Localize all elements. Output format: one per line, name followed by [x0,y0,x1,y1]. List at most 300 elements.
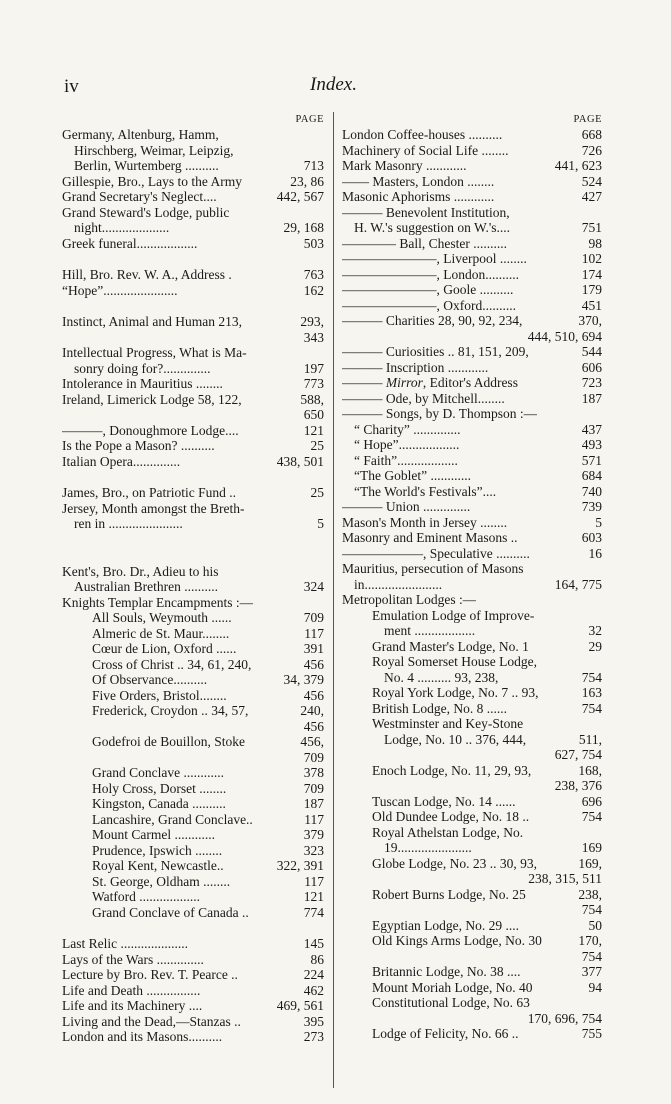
entry-text: Westminster and Key-Stone [372,716,524,731]
entry-page-ref: 50 [588,917,602,933]
index-entry [342,871,602,887]
running-header [60,74,632,98]
entry-page-ref: 391 [303,641,324,656]
entry-page-ref: 603 [581,530,602,545]
index-entry [342,809,602,825]
index-entry [62,205,324,221]
entry-page-ref: 168, [578,762,602,778]
entry-page-ref: 174 [581,266,602,282]
index-entry [62,750,324,766]
entry-page-ref: 627, 754 [554,747,602,762]
entry-page-ref: 774 [303,904,324,920]
index-entry [62,220,324,236]
entry-page-ref: 29, 168 [283,220,324,235]
entry-page-ref: 5 [317,516,324,531]
entry-text: Grand Secretary's Neglect.... [62,189,217,204]
index-entry [62,889,324,905]
entry-page-ref: 145 [303,936,324,951]
entry-text: London and its Masons.......... [62,1029,223,1044]
index-column-left [62,112,324,1045]
entry-page-ref: 170, [578,933,602,948]
index-entry [342,515,602,531]
entry-page-ref: 395 [303,1013,324,1029]
entry-text: Royal Kent, Newcastle.. [92,858,224,873]
entry-page-ref: 324 [303,579,324,594]
index-entry [62,283,324,299]
index-entry [342,794,602,810]
entry-text: Mark Masonry ............ [342,158,467,173]
entry-text: Mount Carmel ............ [92,827,215,842]
index-entry [62,407,324,423]
entry-page-ref: 240, [300,703,324,718]
index-entry [342,670,602,686]
entry-text: Godefroi de Bouillon, Stoke [92,734,245,749]
entry-page-ref: 723 [581,375,602,390]
index-entry [342,654,602,670]
entry-page-ref: 322, 391 [276,858,324,873]
index-entry [342,949,602,965]
index-entry [342,422,602,438]
index-entry [62,376,324,392]
entry-text: Hill, Bro. Rev. W. A., Address . [62,267,232,282]
entry-text: H. W.'s suggestion on W.'s.... [354,220,511,235]
entry-text: ——————, Speculative .......... [342,545,530,561]
entry-text: ———————, London.......... [342,266,519,282]
entry-page-ref: 169 [581,840,602,855]
entry-text: Living and the Dead,—Stanzas .. [62,1013,241,1029]
index-entry [62,688,324,704]
entry-page-ref: 571 [581,452,602,468]
index-entry [342,406,602,422]
entry-text: Frederick, Croydon .. 34, 57, [92,703,249,718]
entry-text: Gillespie, Bro., Lays to the Army [62,173,242,189]
entry-page-ref: 163 [581,685,602,700]
entry-text: ——— Mirror, Editor's Address [342,375,518,390]
index-entry [342,344,602,360]
entry-text: London Coffee-houses .......... [342,127,503,142]
index-entry [342,933,602,949]
index-entry [62,189,324,205]
entry-page-ref: 16 [588,545,602,561]
entry-page-ref: 524 [581,173,602,189]
index-entry [342,902,602,918]
entry-page-ref: 197 [303,360,324,376]
index-entry [62,423,324,439]
entry-text: Machinery of Social Life ........ [342,142,509,158]
entry-text: Enoch Lodge, No. 11, 29, 93, [372,762,532,778]
entry-text: Mount Moriah Lodge, No. 40 [372,979,533,995]
entry-gap [62,469,324,485]
index-entry [342,329,602,345]
entry-page-ref: 117 [304,811,324,827]
index-entry [62,174,324,190]
index-entry [62,564,324,580]
index-entry [62,595,324,611]
index-entry [342,468,602,484]
page-title: Index. [310,74,357,95]
index-column-right [342,112,602,1042]
entry-text: Lodge, No. 10 .. 376, 444, [384,731,527,747]
entry-text: Grand Conclave ............ [92,765,224,780]
index-entry [62,1014,324,1030]
entry-page-ref: 293, [300,314,324,329]
index-entry [342,778,602,794]
entry-page-ref: 238, [578,886,602,902]
index-entry [342,763,602,779]
entry-text: ———————, Oxford.......... [342,297,516,313]
index-entry [342,856,602,872]
entry-text: ——— Songs, by D. Thompson :— [342,406,538,421]
index-entry [342,1026,602,1042]
entry-text: Kingston, Canada .......... [92,796,226,811]
index-entry [342,747,602,763]
entry-text: ——— Benevolent Institution, [342,204,510,220]
entry-page-ref: 503 [303,235,324,251]
entry-page-ref: 323 [303,842,324,858]
entry-page-ref: 709 [303,749,324,765]
entry-text: Lays of the Wars .............. [62,951,204,967]
entry-page-ref: 238, 376 [554,778,602,793]
entry-page-ref: 102 [581,251,602,266]
entry-text: Life and its Machinery .... [62,998,203,1013]
index-entry [62,967,324,983]
index-entry [342,546,602,562]
index-entry [62,267,324,283]
entry-text: Berlin, Wurtemberg .......... [74,158,219,173]
index-entry [342,577,602,593]
entry-text: Intellectual Progress, What is Ma- [62,345,247,360]
entry-page-ref: 379 [303,827,324,842]
index-entry [342,391,602,407]
entry-text: —— Masters, London ........ [342,173,495,189]
index-entry [62,874,324,890]
entry-page-ref: 162 [303,282,324,298]
index-entry [62,143,324,159]
index-entry [62,812,324,828]
entry-text: Cœur de Lion, Oxford ...... [92,641,237,656]
index-entry [62,392,324,408]
entry-text: Kent's, Bro. Dr., Adieu to his [62,563,219,579]
index-entry [62,998,324,1014]
entry-text: Royal York Lodge, No. 7 .. 93, [372,685,539,700]
index-entry [62,314,324,330]
entry-page-ref: 187 [303,796,324,811]
entry-page-ref: 25 [310,438,324,453]
entry-text: Jersey, Month amongst the Breth- [62,500,245,516]
entry-text: Egyptian Lodge, No. 29 .... [372,917,519,933]
entry-page-ref: 444, 510, 694 [527,328,602,344]
entry-text: night.................... [74,220,170,235]
entry-page-ref: 751 [581,220,602,235]
entry-page-ref: 442, 567 [276,189,324,204]
entry-text: ———, Donoughmore Lodge.... [62,422,239,438]
index-entry [342,267,602,283]
index-entry [342,251,602,267]
index-entry [342,918,602,934]
entry-text: Royal Athelstan Lodge, No. [372,824,524,840]
entry-page-ref: 456, [300,734,324,749]
page-column-label: PAGE [295,114,324,125]
entry-page-ref: 273 [303,1029,324,1044]
index-entry [342,127,602,143]
index-entry [62,672,324,688]
entry-page-ref: 370, [578,313,602,328]
entry-page-ref: 377 [581,964,602,979]
index-entry [342,174,602,190]
entry-page-ref: 438, 501 [276,453,324,469]
index-entry [342,592,602,608]
entry-text: Last Relic .................... [62,936,188,951]
entry-page-ref: 462 [303,982,324,998]
entry-text: Knights Templar Encampments :— [62,594,254,610]
index-entry [342,499,602,515]
index-entry [342,282,602,298]
index-entry [62,579,324,595]
entry-page-ref: 650 [303,407,324,422]
entry-text: ——— Charities 28, 90, 92, 234, [342,313,523,328]
entry-text: Intolerance in Mauritius ........ [62,376,223,391]
index-entry [342,732,602,748]
entry-page-ref: 755 [581,1026,602,1041]
entry-text: Lancashire, Grand Conclave.. [92,811,253,827]
entry-text: Life and Death ................ [62,982,201,998]
entry-text: “ Faith”.................. [354,452,458,468]
entry-page-ref: 739 [581,499,602,514]
index-entry [342,685,602,701]
entry-page-ref: 456 [303,656,324,672]
entry-page-ref: 773 [303,376,324,391]
index-entry [62,454,324,470]
entry-text: Instinct, Animal and Human 213, [62,314,242,329]
index-entry [342,205,602,221]
index-entry [62,952,324,968]
entry-text: Grand Conclave of Canada .. [92,904,249,920]
index-entry [342,887,602,903]
entry-page-ref: 668 [581,127,602,142]
entry-page-ref: 451 [581,297,602,313]
entry-text: Royal Somerset House Lodge, [372,654,537,669]
page-column-label: PAGE [573,114,602,125]
entry-text: Hirschberg, Weimar, Leipzig, [74,142,234,158]
index-entry [62,936,324,952]
page-number: iv [64,76,79,97]
entry-text: Of Observance.......... [92,672,208,687]
entry-gap [62,298,324,314]
entry-page-ref: 23, 86 [290,173,324,189]
entry-text: ——— Curiosities .. 81, 151, 209, [342,344,529,359]
index-entry [342,298,602,314]
entry-page-ref: 179 [581,282,602,297]
entry-text: Tuscan Lodge, No. 14 ...... [372,793,516,809]
entry-text: Australian Brethren .......... [74,579,218,594]
entry-gap [62,920,324,936]
entry-page-ref: 86 [310,951,324,967]
index-entry [62,438,324,454]
entry-page-ref: 544 [581,344,602,359]
entry-page-ref: 94 [588,979,602,995]
index-entry [342,608,602,624]
index-entry [62,158,324,174]
index-entry [342,995,602,1011]
index-entry [62,516,324,532]
index-entry [342,453,602,469]
entry-gap [62,532,324,548]
entry-text: Globe Lodge, No. 23 .. 30, 93, [372,855,537,871]
entry-text: Watford .................. [92,889,201,904]
entry-page-ref: 238, 315, 511 [528,871,602,886]
entry-text: Five Orders, Bristol........ [92,687,227,703]
entry-text: No. 4 .......... 93, 238, [384,669,499,685]
entry-page-ref: 511, [578,731,602,747]
index-entry [342,623,602,639]
entry-text: ment .................. [384,623,476,638]
entry-page-ref: 754 [581,669,602,685]
index-entry [342,143,602,159]
entry-page-ref: 170, 696, 754 [527,1010,602,1026]
entry-text: Old Dundee Lodge, No. 18 .. [372,809,530,824]
index-entry [342,236,602,252]
entry-page-ref: 696 [581,793,602,809]
entry-page-ref: 726 [581,142,602,158]
index-entry [342,980,602,996]
index-entry [342,639,602,655]
entry-text: 19...................... [384,840,472,855]
entry-text: Germany, Altenburg, Hamm, [62,127,219,142]
entry-text: Old Kings Arms Lodge, No. 30 [372,933,542,948]
entry-text: Almeric de St. Maur........ [92,625,230,641]
index-entry [62,626,324,642]
entry-text: All Souls, Weymouth ...... [92,610,232,625]
index-entry [342,484,602,500]
index-entry [62,827,324,843]
entry-page-ref: 754 [581,902,602,917]
entry-text: Metropolitan Lodges :— [342,592,477,607]
entry-gap [62,251,324,267]
index-entry [62,610,324,626]
index-entry [62,983,324,999]
index-entry [342,561,602,577]
entry-text: Robert Burns Lodge, No. 25 [372,886,526,902]
entry-text: Grand Steward's Lodge, public [62,204,230,220]
entry-page-ref: 121 [303,422,324,438]
entry-text: Emulation Lodge of Improve- [372,607,535,623]
entry-page-ref: 117 [304,625,324,641]
entry-text: James, Bro., on Patriotic Fund .. [62,485,236,500]
entry-text: Prudence, Ipswich ........ [92,842,223,858]
index-entry [342,1011,602,1027]
index-entry [62,641,324,657]
index-entry [62,361,324,377]
index-entry [342,701,602,717]
index-entry [62,734,324,750]
index-entry [62,843,324,859]
index-entry [342,375,602,391]
index-entry [62,236,324,252]
index-entry [342,530,602,546]
entry-page-ref: 684 [581,468,602,483]
entry-page-ref: 754 [581,700,602,716]
entry-page-ref: 588, [300,391,324,407]
entry-page-ref: 164, 775 [554,576,602,592]
index-entry [342,716,602,732]
entry-text: St. George, Oldham ........ [92,873,231,889]
entry-text: Lecture by Bro. Rev. T. Pearce .. [62,967,238,982]
entry-page-ref: 121 [303,889,324,904]
index-entry [62,703,324,719]
index-entry [62,796,324,812]
entry-page-ref: 441, 623 [554,158,602,173]
index-entry [62,765,324,781]
entry-page-ref: 709 [303,610,324,625]
index-entry [62,1029,324,1045]
entry-page-ref: 5 [595,514,602,530]
entry-page-ref: 34, 379 [283,672,324,687]
index-entry [62,330,324,346]
entry-text: Mason's Month in Jersey ........ [342,514,508,530]
entry-text: Is the Pope a Mason? .......... [62,438,215,453]
entry-text: “Hope”...................... [62,282,178,298]
entry-text: “ Hope”.................. [354,437,460,452]
entry-text: ——— Union .............. [342,499,471,514]
entry-text: Masonry and Eminent Masons .. [342,530,518,545]
entry-page-ref: 740 [581,483,602,499]
index-entry [342,437,602,453]
entry-gap [62,548,324,564]
entry-text: ——— Inscription ............ [342,359,489,375]
entry-page-ref: 169, [578,855,602,871]
entry-text: Holy Cross, Dorset ........ [92,780,227,796]
entry-text: “The World's Festivals”.... [354,483,497,499]
entry-page-ref: 117 [304,873,324,889]
entry-text: Masonic Aphorisms ............ [342,189,495,204]
index-entry [342,825,602,841]
entry-text: ———— Ball, Chester .......... [342,235,507,251]
index-entry [342,964,602,980]
entry-page-ref: 456 [303,718,324,734]
index-entry [342,158,602,174]
entry-text: Cross of Christ .. 34, 61, 240, [92,656,252,672]
entry-page-ref: 763 [303,267,324,282]
entry-page-ref: 378 [303,765,324,780]
index-entry [62,858,324,874]
index-entry [62,127,324,143]
index-entry [342,189,602,205]
entry-page-ref: 98 [588,235,602,251]
entry-text: in....................... [354,576,443,592]
entry-text: Britannic Lodge, No. 38 .... [372,964,521,979]
index-entry [342,220,602,236]
entry-text: Grand Master's Lodge, No. 1 [372,638,529,654]
entry-page-ref: 427 [581,189,602,204]
entry-page-ref: 32 [588,623,602,638]
entry-page-ref: 469, 561 [276,998,324,1013]
index-entry [62,719,324,735]
entry-text: sonry doing for?.............. [74,360,211,376]
entry-text: Constitutional Lodge, No. 63 [372,995,530,1010]
entry-text: Mauritius, persecution of Masons [342,561,524,576]
entry-text: ———————, Goole .......... [342,282,514,297]
entry-page-ref: 224 [303,967,324,982]
entry-page-ref: 437 [581,421,602,437]
entry-text: “ Charity” .............. [354,421,461,437]
index-entry [62,905,324,921]
index-entry [62,345,324,361]
entry-text: Lodge of Felicity, No. 66 .. [372,1026,519,1041]
index-entry [342,360,602,376]
entry-text: ——— Ode, by Mitchell........ [342,390,505,406]
entry-text: “The Goblet” ............ [354,468,471,483]
index-entry [342,840,602,856]
